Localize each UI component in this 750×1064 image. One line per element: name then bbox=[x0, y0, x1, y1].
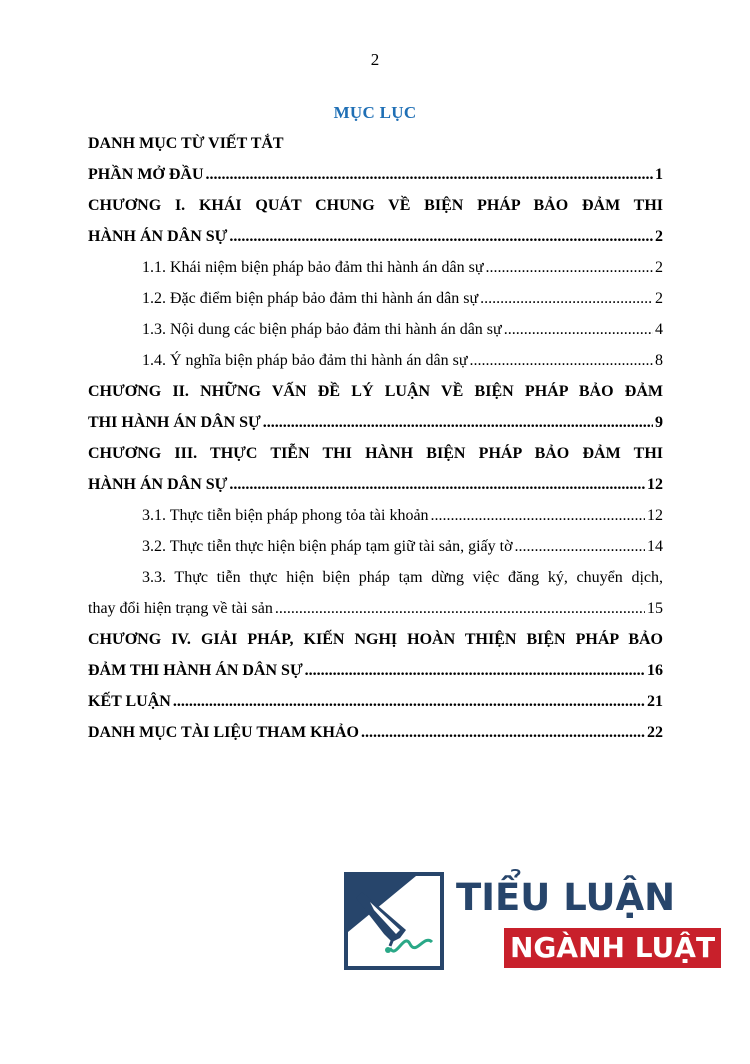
toc-entry-text: 1.1. Khái niệm biện pháp bảo đảm thi hành án dân sự bbox=[142, 259, 484, 276]
toc-entry-chapter-3-cont[interactable] bbox=[88, 469, 663, 500]
toc-entry-3-2[interactable] bbox=[88, 531, 663, 562]
toc-entry-text: 3.2. Thực tiễn thực hiện biện pháp tạm giữ tài sản, giấy tờ bbox=[142, 538, 513, 555]
dot-leader bbox=[431, 500, 645, 531]
page-number: 2 bbox=[370, 50, 380, 69]
logo-subtitle: NGÀNH LUẬT bbox=[504, 928, 721, 968]
toc-entry-text: THI HÀNH ÁN DÂN SỰ bbox=[88, 414, 261, 431]
toc-entry-text: thay đổi hiện trạng về tài sản bbox=[88, 600, 273, 617]
dot-leader bbox=[305, 655, 645, 686]
toc-entry-page: 8 bbox=[655, 352, 663, 369]
dot-leader bbox=[361, 717, 645, 748]
toc-entry-1-2[interactable] bbox=[88, 283, 663, 314]
toc-entry-page: 2 bbox=[655, 290, 663, 307]
toc-entry-references[interactable] bbox=[88, 717, 663, 748]
toc-entry-1-1[interactable] bbox=[88, 252, 663, 283]
toc-entry-chapter-2[interactable] bbox=[88, 376, 663, 407]
dot-leader bbox=[515, 531, 645, 562]
toc-entry-1-3[interactable] bbox=[88, 314, 663, 345]
toc-entry-page: 12 bbox=[647, 476, 663, 493]
toc-entry-page: 15 bbox=[647, 600, 663, 617]
toc-entry-text: 1.2. Đặc điểm biện pháp bảo đảm thi hành án dân sự bbox=[142, 290, 479, 307]
toc-entry-text: HÀNH ÁN DÂN SỰ bbox=[88, 228, 228, 245]
toc-entry-1-4[interactable] bbox=[88, 345, 663, 376]
toc-entry-text: HÀNH ÁN DÂN SỰ bbox=[88, 476, 228, 493]
toc-entry-text: CHƯƠNG III. THỰC TIỄN THI HÀNH BIỆN PHÁP BẢO ĐẢM THI bbox=[88, 445, 663, 462]
dot-leader bbox=[229, 469, 645, 500]
toc-entry-chapter-3[interactable] bbox=[88, 438, 663, 469]
toc-entry-text: CHƯƠNG IV. GIẢI PHÁP, KIẾN NGHỊ HOÀN THIỆN BIỆN PHÁP BẢO bbox=[88, 631, 663, 648]
dot-leader bbox=[173, 686, 645, 717]
toc-entry-text: 1.3. Nội dung các biện pháp bảo đảm thi hành án dân sự bbox=[142, 321, 502, 338]
dot-leader bbox=[275, 593, 645, 624]
toc-entry-introduction[interactable] bbox=[88, 159, 663, 190]
toc-entry-page: 9 bbox=[655, 414, 663, 431]
toc-entry-page: 22 bbox=[647, 724, 663, 741]
toc-entry-chapter-1-cont[interactable] bbox=[88, 221, 663, 252]
toc-title: MỤC LỤC bbox=[333, 103, 417, 122]
dot-leader bbox=[470, 345, 654, 376]
toc-entry-text: DANH MỤC TÀI LIỆU THAM KHẢO bbox=[88, 724, 359, 741]
toc-entry-chapter-4[interactable] bbox=[88, 624, 663, 655]
toc-entry-3-3[interactable] bbox=[88, 562, 663, 593]
toc-entry-text: CHƯƠNG II. NHỮNG VẤN ĐỀ LÝ LUẬN VỀ BIỆN PHÁP BẢO ĐẢM bbox=[88, 383, 663, 400]
toc-entry-chapter-2-cont[interactable] bbox=[88, 407, 663, 438]
dot-leader bbox=[485, 252, 653, 283]
toc-entry-text: 1.4. Ý nghĩa biện pháp bảo đảm thi hành án dân sự bbox=[142, 352, 468, 369]
table-of-contents bbox=[88, 128, 663, 748]
brand-logo bbox=[344, 870, 716, 972]
toc-entry-page: 21 bbox=[647, 693, 663, 710]
dot-leader bbox=[229, 221, 653, 252]
toc-entry-text: PHẦN MỞ ĐẦU bbox=[88, 166, 204, 183]
toc-entry-3-3-cont[interactable] bbox=[88, 593, 663, 624]
toc-entry-page: 12 bbox=[647, 507, 663, 524]
dot-leader bbox=[504, 314, 653, 345]
logo-title: TIỂU LUẬN bbox=[456, 876, 676, 919]
toc-entry-page: 2 bbox=[655, 228, 663, 245]
toc-entry-text: ĐẢM THI HÀNH ÁN DÂN SỰ bbox=[88, 662, 303, 679]
fountain-pen-icon bbox=[344, 872, 444, 970]
toc-entry-chapter-4-cont[interactable] bbox=[88, 655, 663, 686]
dot-leader bbox=[206, 159, 653, 190]
toc-entry-text: KẾT LUẬN bbox=[88, 693, 171, 710]
toc-entry-page: 14 bbox=[647, 538, 663, 555]
toc-entry-3-1[interactable] bbox=[88, 500, 663, 531]
toc-entry-text: DANH MỤC TỪ VIẾT TẮT bbox=[88, 135, 284, 152]
dot-leader bbox=[480, 283, 653, 314]
toc-entry-text: 3.1. Thực tiễn biện pháp phong tỏa tài khoản bbox=[142, 507, 429, 524]
toc-entry-text: 3.3. Thực tiễn thực hiện biện pháp tạm dừng việc đăng ký, chuyển dịch, bbox=[142, 569, 663, 586]
toc-entry-page: 1 bbox=[655, 166, 663, 183]
toc-entry-page: 16 bbox=[647, 662, 663, 679]
toc-entry-chapter-1[interactable] bbox=[88, 190, 663, 221]
toc-entry-page: 4 bbox=[655, 321, 663, 338]
toc-entry-text: CHƯƠNG I. KHÁI QUÁT CHUNG VỀ BIỆN PHÁP BẢO ĐẢM THI bbox=[88, 197, 663, 214]
dot-leader bbox=[263, 407, 653, 438]
toc-entry-page: 2 bbox=[655, 259, 663, 276]
toc-entry-abbreviations[interactable] bbox=[88, 128, 663, 159]
toc-entry-conclusion[interactable] bbox=[88, 686, 663, 717]
